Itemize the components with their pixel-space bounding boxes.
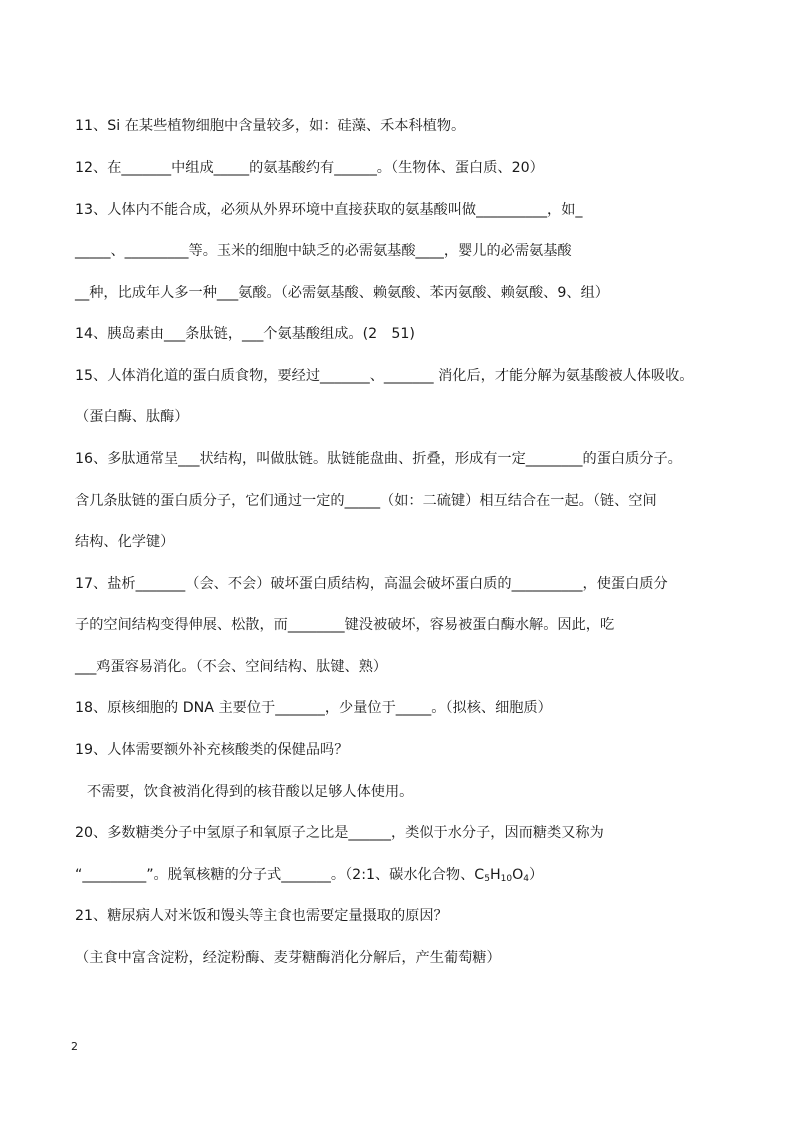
text-line-q13-b: _____、_________等。玉米的细胞中缺乏的必需氨基酸____，婴儿的必需氨基酸 [75,243,572,259]
q20-oxygen: O [512,867,524,883]
q20-formula-text: “_________”。脱氧核糖的分子式_______。（2:1、碳水化合物、C [75,867,485,883]
text-line-q16-c: 结构、化学键） [75,534,175,550]
text-line-q16-a: 16、多肽通常呈___状结构，叫做肽链。肽链能盘曲、折叠，形成有一定________的蛋白质分子。 [75,451,682,467]
q20-hydrogen: H [489,867,501,883]
q20-close-paren: ） [528,867,544,883]
text-line-q19-answer: 不需要，饮食被消化得到的核苷酸以足够人体使用。 [87,784,414,800]
text-line-q17-c: ___鸡蛋容易消化。（不会、空间结构、肽键、熟） [75,659,388,675]
text-line-q21: 21、糖尿病人对米饭和馒头等主食也需要定量摄取的原因？ [75,908,448,924]
text-line-q12: 12、在_______中组成_____的氨基酸约有______。（生物体、蛋白质、20） [75,160,544,176]
text-line-q15-b: （蛋白酶、肽酶） [75,409,189,425]
text-line-q14: 14、胰岛素由___条肽链，___个氨基酸组成。(2 51) [75,326,415,342]
page-number: 2 [71,1040,78,1053]
q20-subscript-10: 10 [500,874,513,884]
text-line-q15-a: 15、人体消化道的蛋白质食物，要经过_______、_______ 消化后，才能分解为氨基酸被人体吸收。 [75,368,694,384]
text-line-q13-a: 13、人体内不能合成，必须从外界环境中直接获取的氨基酸叫做__________，如_ [75,202,583,218]
text-line-q13-c: __种，比成年人多一种___氨酸。（必需氨基酸、赖氨酸、苯丙氨酸、赖氨酸、9、组） [75,285,609,301]
text-line-q20-a: 20、多数糖类分子中氢原子和氧原子之比是______，类似于水分子，因而糖类又称为 [75,825,604,841]
text-line-q18: 18、原核细胞的 DNA 主要位于_______，少量位于_____。（拟核、细胞质） [75,700,552,716]
text-line-q16-b: 含几条肽链的蛋白质分子，它们通过一定的_____（如：二硫键）相互结合在一起。（链、空间 [75,493,657,509]
text-line-q17-b: 子的空间结构变得伸展、松散，而________键没被破坏，容易被蛋白酶水解。因此，吃 [75,617,615,633]
text-line-q11: 11、Si 在某些植物细胞中含量较多，如：硅藻、禾本科植物。 [75,118,466,134]
q20-subscript-5: 5 [484,874,490,884]
text-line-q21-answer: （主食中富含淀粉，经淀粉酶、麦芽糖酶消化分解后，产生葡萄糖） [75,950,501,966]
q20-subscript-4: 4 [523,874,529,884]
text-line-q20-b [75,865,735,885]
text-line-q17-a: 17、盐析_______（会、不会）破坏蛋白质结构，高温会破坏蛋白质的__________，使蛋白质分 [75,576,668,592]
text-line-q19: 19、人体需要额外补充核酸类的保健品吗？ [75,742,349,758]
